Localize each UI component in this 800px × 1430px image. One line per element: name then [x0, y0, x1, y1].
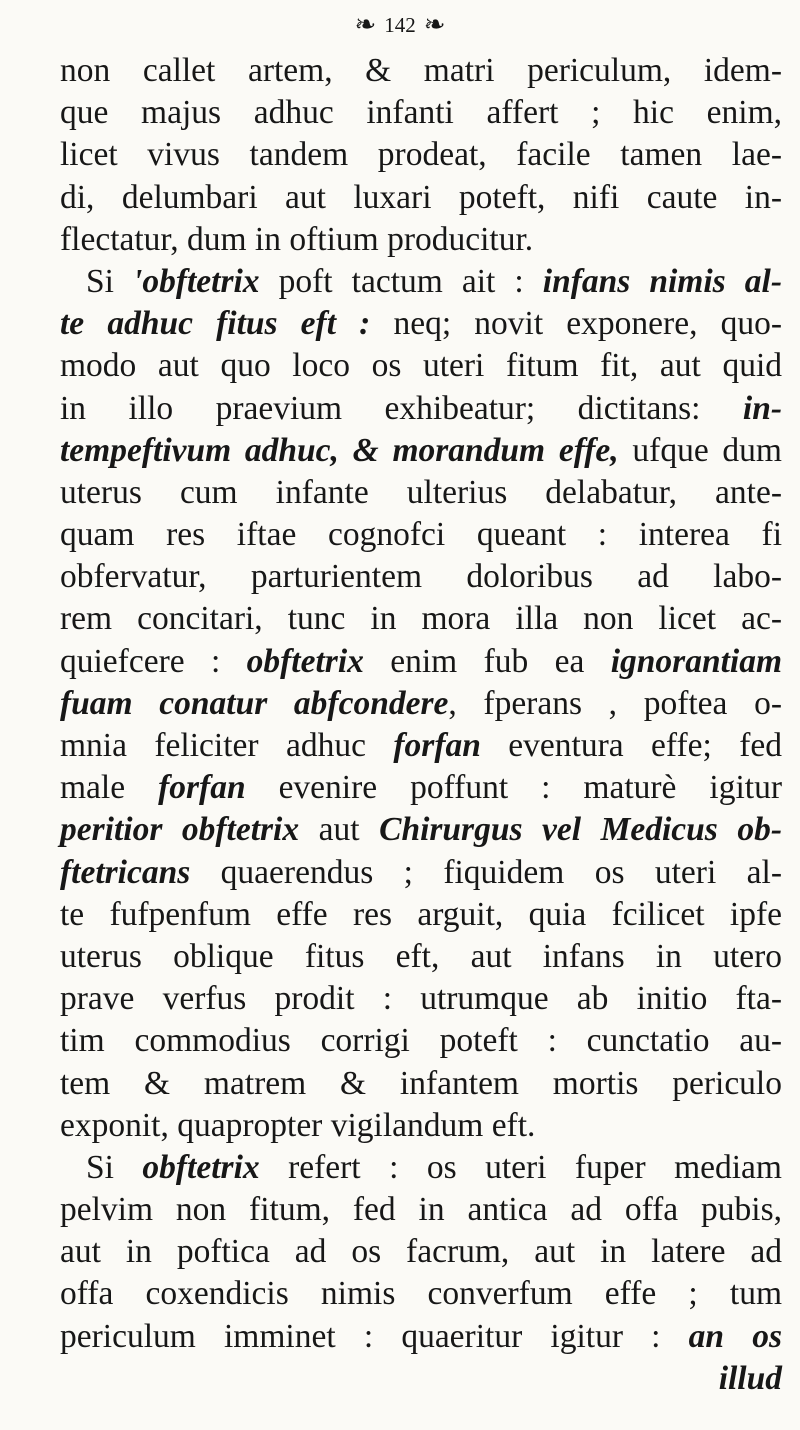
text-line: [60, 683, 782, 725]
text-line: [60, 1316, 782, 1358]
italic-segment: forfan: [158, 769, 246, 807]
text-segment: male: [60, 769, 159, 807]
italic-segment: illud: [718, 1359, 782, 1397]
italic-segment: peritior obftetrix: [60, 811, 300, 849]
text-segment: te fufpenfum effe res arguit, quia fcilicet ipfe: [60, 895, 782, 933]
text-line: [60, 345, 782, 387]
text-line: [60, 1273, 782, 1315]
text-line: [60, 725, 782, 767]
text-segment: offa coxendicis nimis converfum effe ; tum: [60, 1275, 782, 1313]
text-line: [60, 92, 782, 134]
text-segment: non callet artem, & matri periculum, idem-: [60, 52, 782, 89]
text-segment: flectatur, dum in oftium producitur.: [60, 220, 534, 258]
text-line: [60, 134, 782, 176]
italic-segment: te adhuc fitus eft :: [60, 305, 371, 343]
body-text: [60, 50, 782, 1400]
text-line: [60, 514, 782, 556]
text-segment: aut: [299, 811, 380, 849]
text-line: [60, 556, 782, 598]
text-line: [60, 809, 782, 851]
text-segment: obfervatur, parturientem doloribus ad labo-: [60, 558, 782, 596]
italic-segment: infans nimis al-: [542, 262, 782, 300]
text-segment: di, delumbari aut luxari poteft, nifi caute in-: [60, 178, 782, 216]
text-line: [60, 177, 782, 219]
right-ornament-icon: ❧: [423, 10, 446, 40]
text-segment: neq; novit exponere, quo-: [370, 305, 782, 343]
text-line: [60, 1105, 782, 1147]
text-segment: , fperans , poftea o-: [448, 684, 783, 722]
text-segment: uterus oblique fitus eft, aut infans in utero: [60, 937, 782, 975]
text-segment: quaerendus ; fiquidem os uteri al-: [190, 853, 782, 891]
text-line: [60, 767, 782, 809]
text-line: [60, 936, 782, 978]
italic-segment: ftetricans: [60, 853, 191, 891]
text-segment: aut in poftica ad os facrum, aut in latere ad: [60, 1233, 782, 1271]
left-ornament-icon: ❧: [354, 10, 377, 40]
italic-segment: 'obftetrix: [133, 262, 260, 300]
text-segment: modo aut quo loco os uteri fitum fit, aut quid: [60, 347, 782, 385]
text-segment: refert : os uteri fuper mediam: [259, 1148, 782, 1186]
text-segment: tem & matrem & infantem mortis periculo: [60, 1064, 782, 1102]
text-segment: que majus adhuc infanti affert ; hic enim,: [60, 94, 782, 132]
text-segment: ufque dum: [618, 431, 782, 469]
italic-segment: tempeftivum adhuc, & morandum effe,: [60, 431, 619, 469]
text-segment: uterus cum infante ulterius delabatur, ante-: [60, 473, 782, 511]
italic-segment: fuam conatur abfcondere: [60, 684, 449, 722]
italic-segment: forfan: [393, 727, 481, 764]
text-segment: pelvim non fitum, fed in antica ad offa pubis,: [60, 1191, 782, 1229]
text-line: [60, 1231, 782, 1273]
text-line: [60, 430, 782, 472]
text-segment: poft tactum ait :: [259, 262, 543, 300]
italic-segment: obftetrix: [246, 642, 364, 680]
italic-segment: ignorantiam: [610, 642, 782, 680]
text-segment: tim commodius corrigi poteft : cunctatio au-: [60, 1022, 782, 1060]
text-segment: mnia feliciter adhuc: [60, 727, 394, 764]
italic-segment: Chirurgus vel Medicus ob-: [379, 811, 782, 849]
italic-segment: an os: [688, 1317, 783, 1355]
text-segment: Si: [86, 1148, 143, 1186]
text-line: [60, 1020, 782, 1062]
text-segment: eventura effe; fed: [480, 727, 782, 764]
italic-segment: in-: [742, 389, 782, 427]
text-segment: quiefcere :: [60, 642, 247, 680]
text-line: [60, 219, 782, 261]
text-line: [60, 1147, 782, 1189]
text-line: [60, 641, 782, 683]
text-line: [60, 50, 782, 92]
text-segment: exponit, quapropter vigilandum eft.: [60, 1106, 536, 1144]
text-line: [60, 261, 782, 303]
text-line: [60, 852, 782, 894]
catchword: [60, 1358, 782, 1400]
page-header: [0, 2, 800, 48]
italic-segment: obftetrix: [142, 1148, 260, 1186]
text-segment: in illo praevium exhibeatur; dictitans:: [60, 389, 743, 427]
text-line: [60, 1063, 782, 1105]
text-line: [60, 1189, 782, 1231]
page-number: 142: [384, 12, 416, 37]
text-line: [60, 598, 782, 640]
text-segment: prave verfus prodit : utrumque ab initio fta-: [60, 980, 782, 1018]
text-segment: evenire poffunt : maturè igitur: [245, 769, 782, 807]
text-segment: Si: [86, 262, 134, 300]
text-line: [60, 388, 782, 430]
text-line: [60, 303, 782, 345]
text-line: [60, 978, 782, 1020]
text-segment: licet vivus tandem prodeat, facile tamen lae-: [60, 136, 782, 174]
text-line: [60, 894, 782, 936]
text-segment: rem concitari, tunc in mora illa non licet ac-: [60, 600, 782, 638]
text-segment: periculum imminet : quaeritur igitur :: [60, 1317, 689, 1355]
text-segment: enim fub ea: [363, 642, 611, 680]
text-line: [60, 472, 782, 514]
text-segment: quam res iftae cognofci queant : interea fi: [60, 516, 782, 554]
